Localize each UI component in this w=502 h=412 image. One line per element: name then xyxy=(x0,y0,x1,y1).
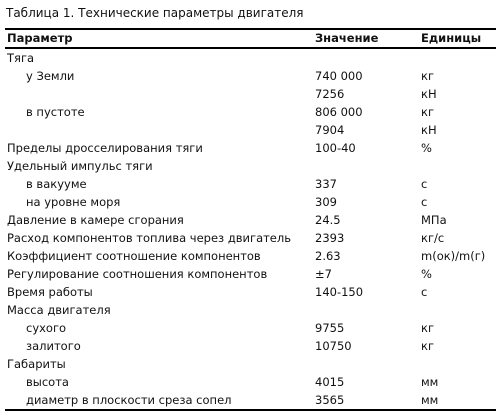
row-value: 337 xyxy=(315,177,337,191)
table-row xyxy=(5,211,496,229)
table-row xyxy=(5,247,496,265)
row-value: 2.63 xyxy=(315,249,341,263)
row-parameter: Регулирование соотношения компонентов xyxy=(7,267,268,281)
row-parameter: Время работы xyxy=(7,285,93,299)
row-unit: мм xyxy=(421,393,439,407)
table-row xyxy=(5,49,496,67)
table-row xyxy=(5,67,496,85)
row-unit: кН xyxy=(421,87,437,101)
row-value: 806 000 xyxy=(315,105,363,119)
row-parameter: высота xyxy=(26,375,69,389)
row-value: 309 xyxy=(315,195,337,209)
table-row xyxy=(5,175,496,193)
table-row xyxy=(5,229,496,247)
row-value: 100-40 xyxy=(315,141,356,155)
row-parameter: Расход компонентов топлива через двигатель xyxy=(7,231,292,245)
row-unit: кг xyxy=(421,105,434,119)
row-unit: МПа xyxy=(421,213,447,227)
row-parameter: в вакууме xyxy=(26,177,87,191)
row-parameter: Габариты xyxy=(7,357,66,371)
table-row xyxy=(5,121,496,139)
table-row xyxy=(5,373,496,391)
table-row xyxy=(5,157,496,175)
row-parameter: на уровне моря xyxy=(26,195,121,209)
table-row xyxy=(5,85,496,103)
row-parameter: Пределы дросселирования тяги xyxy=(7,141,203,155)
row-parameter: диаметр в плоскости среза сопел xyxy=(26,393,232,407)
row-unit: с xyxy=(421,195,428,209)
table-header xyxy=(5,28,496,49)
row-unit: % xyxy=(421,141,432,155)
row-unit: кН xyxy=(421,123,437,137)
header-parameter: Параметр xyxy=(7,31,73,45)
row-value: 24.5 xyxy=(315,213,341,227)
row-unit: мм xyxy=(421,375,439,389)
row-value: 7904 xyxy=(315,123,345,137)
row-value: 2393 xyxy=(315,231,345,245)
row-parameter: у Земли xyxy=(26,69,75,83)
row-value: ±7 xyxy=(315,267,332,281)
row-value: 10750 xyxy=(315,339,352,353)
header-value: Значение xyxy=(315,31,379,45)
table-row xyxy=(5,355,496,373)
row-parameter: залитого xyxy=(26,339,81,353)
row-parameter: Тяга xyxy=(7,51,35,65)
row-unit: с xyxy=(421,177,428,191)
row-parameter: сухого xyxy=(26,321,67,335)
row-unit: % xyxy=(421,267,432,281)
table-row xyxy=(5,319,496,337)
table-row xyxy=(5,193,496,211)
row-unit: кг xyxy=(421,321,434,335)
row-unit: кг xyxy=(421,69,434,83)
row-value: 3565 xyxy=(315,393,345,407)
table-caption: Таблица 1. Технические параметры двигателя xyxy=(6,6,304,20)
header-unit: Единицы xyxy=(421,31,482,45)
row-unit: с xyxy=(421,285,428,299)
row-value: 7256 xyxy=(315,87,345,101)
table-row xyxy=(5,391,496,411)
row-unit: m(ок)/m(г) xyxy=(421,249,486,263)
table-row xyxy=(5,139,496,157)
row-unit: кг/с xyxy=(421,231,445,245)
table-row xyxy=(5,283,496,301)
table-body xyxy=(5,49,496,411)
table-row xyxy=(5,103,496,121)
row-value: 740 000 xyxy=(315,69,363,83)
engine-parameters-table xyxy=(5,28,496,411)
row-parameter: Удельный импульс тяги xyxy=(7,159,153,173)
table-row xyxy=(5,337,496,355)
table-row xyxy=(5,265,496,283)
row-parameter: Коэффициент соотношение компонентов xyxy=(7,249,261,263)
row-value: 9755 xyxy=(315,321,345,335)
row-parameter: в пустоте xyxy=(26,105,85,119)
table-row xyxy=(5,301,496,319)
row-value: 4015 xyxy=(315,375,345,389)
row-value: 140-150 xyxy=(315,285,364,299)
row-unit: кг xyxy=(421,339,434,353)
row-parameter: Давление в камере сгорания xyxy=(7,213,184,227)
row-parameter: Масса двигателя xyxy=(7,303,111,317)
